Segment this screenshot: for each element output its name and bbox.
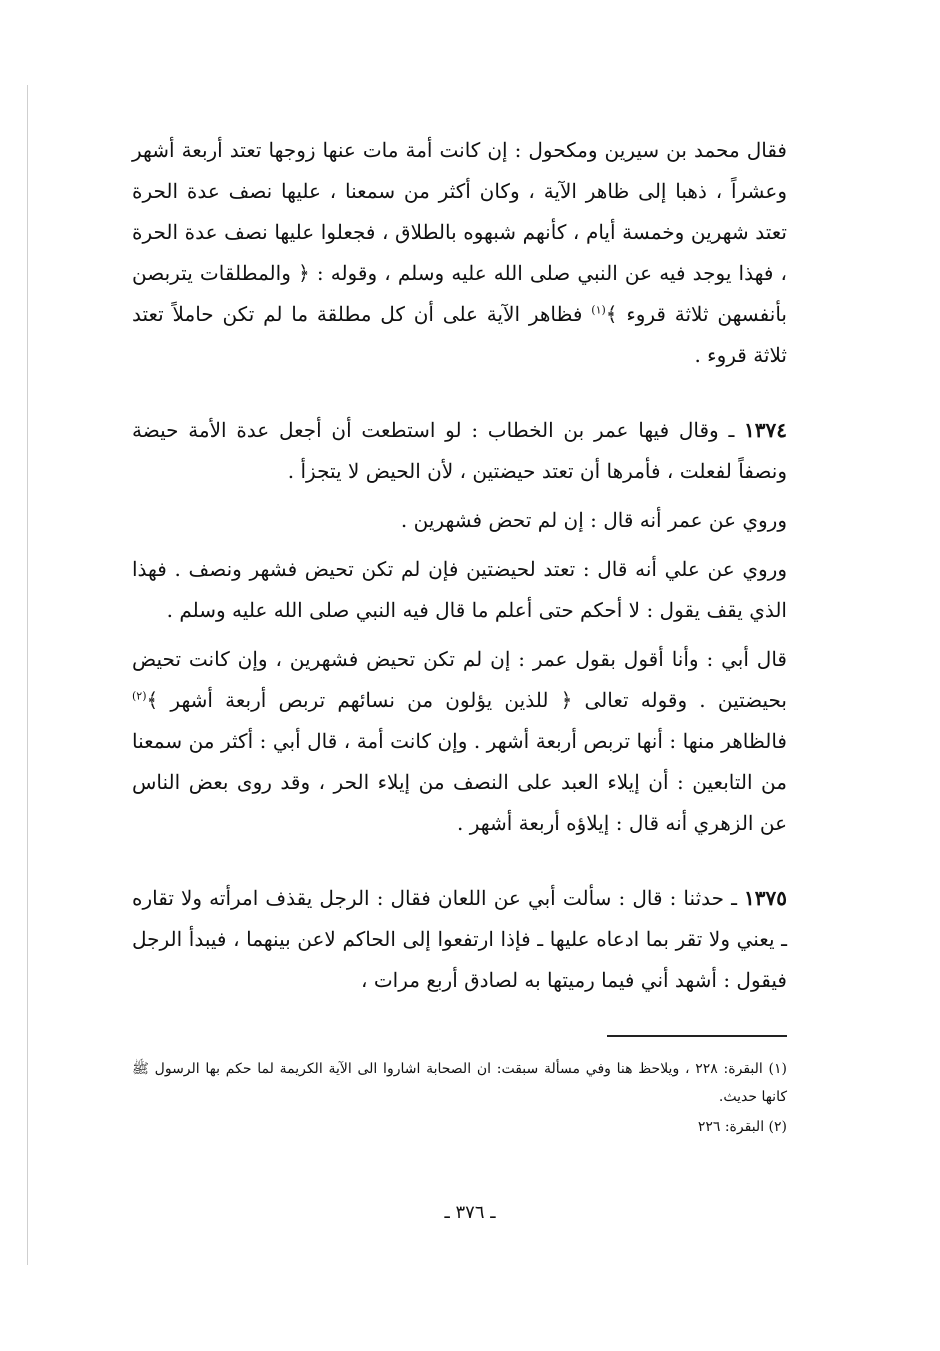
footnotes: [132, 1055, 787, 1141]
footnote-2: (٢) البقرة: ٢٢٦: [697, 1119, 787, 1135]
paragraph-ali: وروي عن علي أنه قال : تعتد لحيضتين فإن لم تكن تحيض فشهر ونصف . فهذا الذي يقف يقول : لا أحكم حتى أعلم ما قال فيه النبي صلى الله عليه وسلم .: [132, 557, 787, 622]
entry-number: ١٣٧٥: [744, 886, 787, 910]
footnote-rule: [607, 1035, 787, 1037]
margin-line: [27, 85, 28, 1265]
paragraph-umar: وروي عن عمر أنه قال : إن لم تحض فشهرين .: [400, 508, 787, 532]
footnote-ref-1: (١): [591, 303, 606, 317]
paragraph-1374: ١٣٧٤ ـ وقال فيها عمر بن الخطاب : لو استطعت أن أجعل عدة الأمة حيضة ونصفاً لفعلت ، فأمرها أن تعتد حيضتين ، لأن الحيض لا يتجزأ .: [132, 418, 787, 483]
footnote-1: (١) البقرة: ٢٢٨ ، ويلاحظ هنا وفي مسألة سبقت: ان الصحابة اشاروا الى الآية الكريمة لما حكم بها الرسول ﷺ كانها حديث.: [132, 1061, 787, 1105]
body-text: [132, 130, 787, 1001]
paragraph-1375: ١٣٧٥ ـ حدثنا : قال : سألت أبي عن اللعان فقال : الرجل يقذف امرأته ولا تقاره ـ يعني ولا تقر بما ادعاه عليها ـ فإذا ارتفعوا إلى الحاكم لاعن بينهما ، فيبدأ الرجل فيقول : أشهد أني فيما رميتها به لصادق أربع مرات ،: [132, 886, 787, 992]
footnote-ref-2: (٢): [132, 689, 147, 703]
paragraph-abi: قال أبي : وأنا أقول بقول عمر : إن لم تكن تحيض فشهرين ، وإن كانت تحيض بحيضتين . وقوله تعالى ﴿ للذين يؤلون من نسائهم تربص أربعة أشهر ﴾$^{(٢)}$ فالظاهر منها : أنها تربص أربعة أشهر . وإن كانت أمة ، قال أبي : أكثر من سمعنا من التابعين : أن إيلاء العبد على النصف من إيلاء الحر ، وقد روى بعض الناس عن الزهري أنه قال : إيلاؤه أربعة أشهر .: [132, 647, 787, 835]
page-number: ـ ٣٧٦ ـ: [444, 1202, 496, 1223]
paragraph-1: فقال محمد بن سيرين ومكحول : إن كانت أمة مات عنها زوجها تعتد أربعة أشهر وعشراً ، ذهبا إلى ظاهر الآية ، وكان أكثر من سمعنا ، عليها نصف عدة الحرة تعتد شهرين وخمسة أيام ، كأنهم شبهوه بالطلاق ، فجعلوا عليها نصف عدة الحرة ، فهذا يوجد فيه عن النبي صلى الله عليه وسلم ، وقوله : ﴿ والمطلقات يتربصن بأنفسهن ثلاثة قروء ﴾$^{(١)}$ فظاهر الآية على أن كل مطلقة ما لم تكن حاملاً تعتد ثلاثة قروء .: [132, 138, 787, 367]
page-content: [132, 130, 787, 1143]
entry-number: ١٣٧٤: [744, 418, 787, 442]
